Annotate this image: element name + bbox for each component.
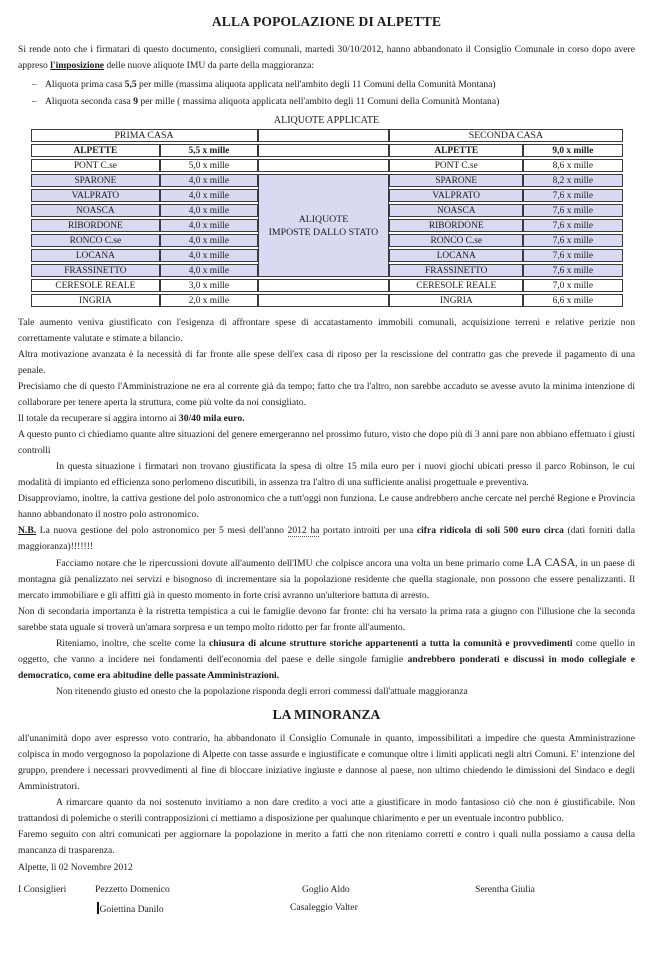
text-segment: Facciamo notare che le ripercussioni dovute all'aumento dell'IMU che colpisce ancora una volta un bene primario come: [56, 558, 527, 569]
comune-cell: VALPRATO: [389, 189, 523, 202]
text-segment: all'unanimità dopo aver espresso voto contrario, ha abbandonato il Consiglio Comunale in quanto, impossibilitati a impedire che questa Amministrazione colpisca in modo vergognoso la popolazione di Alpette con tasse assurde e ingiustificate e comunque oltre i limiti applicati negli altri Comuni. E' intenzione del gruppo, prendere i necessari provvedimenti al fine di bloccare iniziative ingiuste e dannose al paese, non ultimo chiedendo le dimissioni del Sindaco e degli Amministratori.: [18, 733, 635, 792]
middle-empty-cell: [258, 144, 390, 157]
comune-cell: RIBORDONE: [31, 219, 161, 232]
rate-cell: 7,6 x mille: [523, 234, 622, 247]
text-segment: Disapproviamo, inoltre, la cattiva gestione del polo astronomico che a tutt'oggi non funziona. Le cause andrebbero anche cercate nel perchè Regione e Provincia hanno abbandonato il nostro polo astronomico.: [18, 493, 635, 520]
aliquote-table: [31, 127, 623, 309]
paragraph: [18, 604, 635, 636]
text-segment: andrebbero ponderati e discussi in modo collegiale e democratico, come era abitudine delle passate Amministrazioni.: [18, 654, 635, 681]
text-segment: chiusura di alcune strutture storiche appartenenti a tutta la comunità e provvedimenti: [208, 638, 573, 649]
rate-cell: 4,0 x mille: [160, 234, 257, 247]
text-segment: LA CASA: [526, 557, 576, 569]
text-segment: N.B.: [18, 525, 37, 536]
rate-cell: 5,5 x mille: [160, 144, 257, 157]
paragraph: [18, 523, 635, 555]
paragraph: [18, 795, 635, 827]
text-segment: l'imposizione: [50, 60, 105, 71]
table-caption: ALIQUOTE APPLICATE: [273, 115, 380, 126]
rate-cell: 4,0 x mille: [160, 204, 257, 217]
rate-cell: 8,2 x mille: [523, 174, 622, 187]
text-segment: (dati forniti dalla maggioranza)!!!!!!!: [18, 525, 635, 552]
text-segment: 9: [133, 96, 138, 107]
paragraph: [18, 491, 635, 523]
comune-cell: VALPRATO: [31, 189, 161, 202]
comune-cell: NOASCA: [31, 204, 161, 217]
date-line: Alpette, lì 02 Novembre 2012: [18, 862, 133, 873]
rate-cell: 7,6 x mille: [523, 219, 622, 232]
page-title: ALLA POPOLAZIONE DI ALPETTE: [211, 14, 442, 29]
comune-cell: FRASSINETTO: [31, 264, 161, 277]
rate-cell: 6,6 x mille: [523, 294, 622, 307]
rate-cell: 4,0 x mille: [160, 189, 257, 202]
comune-cell: PONT C.se: [31, 159, 161, 172]
paragraph: [18, 731, 635, 795]
bullet-text: [45, 76, 635, 93]
middle-empty-cell: [258, 279, 390, 292]
middle-label-cell: [258, 174, 390, 277]
paragraph: [18, 827, 635, 859]
comune-cell: SPARONE: [389, 174, 523, 187]
table-header-row: [31, 129, 623, 142]
text-segment: Il totale da recuperare si aggira intorno ai: [18, 413, 179, 424]
text-segment: come quello in oggetto, che vanno a incidere nei fondamenti dell'economia del paese e delle singole famiglie: [18, 638, 635, 665]
rate-cell: 7,0 x mille: [523, 279, 622, 292]
comune-cell: SPARONE: [31, 174, 161, 187]
rate-cell: 4,0 x mille: [160, 249, 257, 262]
body-text: [18, 315, 635, 700]
paragraph: [18, 315, 635, 347]
prima-casa-header: PRIMA CASA: [31, 129, 258, 142]
paragraph: [18, 459, 635, 491]
text-segment: Aliquota seconda casa: [45, 96, 134, 107]
text-segment: Si rende noto che i firmatari di questo documento, consiglieri comunali, martedì 30/10/2012, hanno abbandonato il Consiglio Comunale in corso dopo avere appreso: [18, 44, 635, 71]
comune-cell: CERESOLE REALE: [389, 279, 523, 292]
table-row: [31, 159, 623, 172]
signature-name: Casaleggio Valter: [290, 902, 358, 913]
text-segment: 2012 ha: [287, 525, 320, 536]
rate-cell: 4,0 x mille: [160, 264, 257, 277]
comune-cell: INGRIA: [31, 294, 161, 307]
comune-cell: LOCANA: [31, 249, 161, 262]
signature-name: Goiettina Danilo: [97, 902, 164, 915]
intro-paragraph: [18, 42, 635, 74]
comune-cell: RONCO C.se: [31, 234, 161, 247]
text-segment: 30/40 mila euro.: [178, 413, 245, 424]
table-row: [31, 294, 623, 307]
text-segment: Precisiamo che di questo l'Amministrazione ne era al corrente già da tempo; fatto che tra l'altro, non sarebbe accaduto se avesse avuto la minima intenzione di collaborare per tenere aperta la struttura, come più volte da noi consigliato.: [18, 381, 635, 408]
signature-name: Goglio Aldo: [302, 884, 350, 895]
paragraph: [18, 411, 635, 427]
rate-cell: 7,6 x mille: [523, 249, 622, 262]
minoranza-heading: LA MINORANZA: [272, 707, 381, 722]
text-segment: Tale aumento veniva giustificato con l'esigenza di affrontare spese di accatastamento immobili comunali, acquisizione terreni e relative perizie non correttamente valutate e stimate a bilancio.: [18, 317, 635, 344]
table-body: [31, 144, 623, 307]
rate-cell: 3,0 x mille: [160, 279, 257, 292]
paragraph: [18, 427, 635, 459]
comune-cell: LOCANA: [389, 249, 523, 262]
paragraph: [18, 636, 635, 684]
comune-cell: PONT C.se: [389, 159, 523, 172]
table-row: [31, 144, 623, 157]
seconda-casa-header: SECONDA CASA: [389, 129, 622, 142]
text-segment: per mille ( massima aliquota applicata nell'ambito degli 11 Comuni della Comunità Montana): [137, 96, 500, 107]
comune-cell: RONCO C.se: [389, 234, 523, 247]
comune-cell: FRASSINETTO: [389, 264, 523, 277]
comune-cell: INGRIA: [389, 294, 523, 307]
text-segment: A rimarcare quanto da noi sostenuto invitiamo a non dare credito a voci atte a giustificare in modo fantasioso ciò che non è giustificabile. Non trattandosi di polemiche o sterili contrapposizioni ci mettiamo a disposizione per qualunque chiarimento e per un eventuale incontro pubblico.: [18, 797, 635, 824]
middle-label-line: IMPOSTE DALLO STATO: [268, 226, 379, 238]
comune-cell: RIBORDONE: [389, 219, 523, 232]
text-segment: In questa situazione i firmatari non trovano giustificata la spesa di oltre 15 mila euro per i nuovi giochi ubicati presso il parco Robinson, le cui modalità di impianto ed efficienza sono perlomeno discutibili, in assenza tra l'altro di una sufficiente analisi progettuale e preventiva.: [18, 461, 635, 488]
text-segment: Non ritenendo giusto ed onesto che la popolazione risponda degli errori commessi dall'attuale maggioranza: [56, 686, 468, 697]
rate-cell: 4,0 x mille: [160, 174, 257, 187]
middle-empty-cell: [258, 159, 390, 172]
paragraph: [18, 684, 635, 700]
middle-spacer-cell: [258, 129, 390, 142]
text-segment: La nuova gestione del polo astronomico per 5 mesi dell'anno: [36, 525, 288, 536]
bullet-dash: –: [32, 96, 37, 107]
paragraph: [18, 555, 635, 604]
rate-cell: 2,0 x mille: [160, 294, 257, 307]
table-row: [31, 174, 623, 187]
text-segment: delle nuove aliquote IMU da parte della maggioranza:: [104, 60, 314, 71]
text-segment: , in un paese di montagna già penalizzato nei servizi e bisognoso di incrementare sia la popolazione residente che quella stagionale, non possono che essere penalizzanti. Il mercato immobiliare e gli affitti già in questo momento in forte crisi avranno un'ulteriore battuta di arresto.: [18, 558, 635, 601]
comune-cell: ALPETTE: [31, 144, 161, 157]
rate-cell: 7,6 x mille: [523, 264, 622, 277]
text-segment: 5,5: [124, 79, 137, 90]
text-segment: A questo punto ci chiediamo quante altre situazioni del genere emergeranno nel prossimo futuro, visto che dopo più di 3 anni pare non abbiano effettuato i giusti controlli: [18, 429, 635, 456]
middle-empty-cell: [258, 294, 390, 307]
text-segment: Non di secondaria importanza è la ristretta tempistica a cui le famiglie devono far fronte: chi ha versato la prima rata a giugno con l'illusione che la seconda sarebbe stata uguale si troverà un'amara sorpresa e un tempo molto ridotto per far fronte all'aumento.: [18, 606, 635, 633]
rate-cell: 8,6 x mille: [523, 159, 622, 172]
text-segment: Faremo seguito con altri comunicati per aggiornare la popolazione in merito a fatti che non riteniamo corretti e contro i quali nulla possiamo a causa della mancanza di trasparenza.: [18, 829, 635, 856]
comune-cell: ALPETTE: [389, 144, 523, 157]
paragraph: [18, 379, 635, 411]
closing-text: [18, 731, 635, 859]
text-segment: Altra motivazione avanzata è la necessità di far fronte alle spese dell'ex casa di riposo per la rescissione del contratto gas che prevede il pagamento di una penale.: [18, 349, 635, 376]
rate-cell: 9,0 x mille: [523, 144, 622, 157]
bullet-dash: –: [32, 79, 37, 90]
signature-name: Serentha Giulia: [475, 884, 535, 895]
signatures: [18, 884, 635, 924]
middle-label-line: ALIQUOTE: [298, 213, 349, 225]
paragraph: [18, 347, 635, 379]
comune-cell: NOASCA: [389, 204, 523, 217]
bullet-text: [45, 93, 635, 110]
text-segment: per mille (massima aliquota applicata nell'ambito degli 11 Comuni della Comunità Montana): [136, 79, 496, 90]
rate-cell: 5,0 x mille: [160, 159, 257, 172]
text-segment: Aliquota prima casa: [45, 79, 125, 90]
signature-name: Pezzetto Domenico: [95, 884, 170, 895]
text-segment: cifra ridicola di soli 500 euro circa: [416, 525, 564, 536]
signatures-label: I Consiglieri: [18, 884, 67, 895]
bullet-item: [18, 76, 635, 93]
bullet-list: [18, 76, 635, 110]
text-segment: portato introiti per una: [319, 525, 417, 536]
comune-cell: CERESOLE REALE: [31, 279, 161, 292]
rate-cell: 4,0 x mille: [160, 219, 257, 232]
table-row: [31, 279, 623, 292]
bullet-item: [18, 93, 635, 110]
text-segment: Riteniamo, inoltre, che scelte come la: [56, 638, 209, 649]
rate-cell: 7,6 x mille: [523, 204, 622, 217]
rate-cell: 7,6 x mille: [523, 189, 622, 202]
